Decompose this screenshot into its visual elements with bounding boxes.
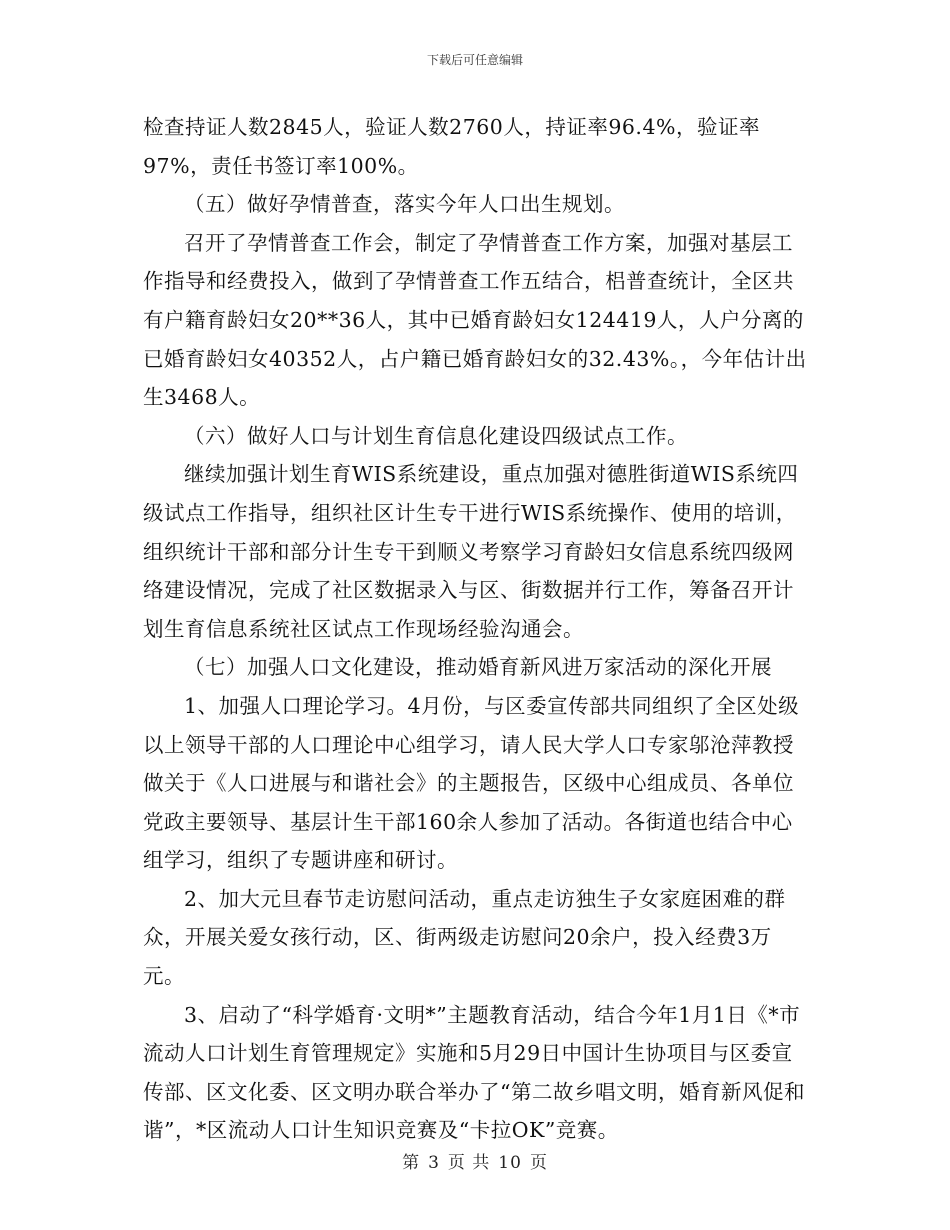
page-footer [0,1152,950,1174]
section-heading-5: （五）做好孕情普查，落实今年人口出生规划。 [184,192,625,217]
footer-middle: 页 共 [447,1153,491,1173]
paragraph-wis-system: 继续加强计划生育WIS系统建设，重点加强对德胜街道WIS系统四级试点工作指导，组织社区计生专干进行WIS系统操作、使用的培训，组织统计干部和部分计生专干到顺义考察学习育龄妇女信息系统四级网络建设情况，完成了社区数据录入与区、街数据并行工作，筹备召开计划生育信息系统社区试点工作现场经验沟通会。 [143,462,799,641]
section-heading-6: （六）做好人口与计划生育信息化建设四级试点工作。 [184,423,688,448]
footer-prefix: 第 [402,1153,421,1173]
paragraph-theory-study: 1、加强人口理论学习。4月份，与区委宣传部共同组织了全区处级以上领导干部的人口理论中心组学习，请人民大学人口专家邬沧萍教授做关于《人口进展与和谐社会》的主题报告，区级中心组成员、各单位党政主要领导、基层计生干部160余人参加了活动。各街道也结合中心组学习，组织了专题讲座和研讨。 [143,693,800,873]
footer-current-page: 3 [428,1153,440,1173]
paragraph-1: 检查持证人数2845人，验证人数2760人，持证率96.4%，验证率97%，责任书签订率100%。 [143,115,760,178]
paragraph-education-campaign: 3、启动了“科学婚育·文明*”主题教育活动，结合今年1月1日《*市流动人口计划生育管理规定》实施和5月29日中国计生协项目与区委宣传部、区文化委、区文明办联合举办了“第二故乡唱文明，婚育新风促和谐”，*区流动人口计生知识竞赛及“卡拉OK”竞赛。 [143,1002,805,1143]
section-heading-7: （七）加强人口文化建设，推动婚育新风进万家活动的深化开展 [184,655,772,680]
footer-suffix: 页 [529,1153,548,1173]
paragraph-new-year-visits: 2、加大元旦春节走访慰问活动，重点走访独生子女家庭困难的群众，开展关爱女孩行动，区、街两级走访慰问20余户，投入经费3万元。 [143,886,786,989]
page-header [0,52,950,68]
document-body [143,108,811,1150]
paragraph-pregnancy-census: 召开了孕情普查工作会，制定了孕情普查工作方案，加强对基层工作指导和经费投入，做到了孕情普查工作五结合，梠普查统计，全区共有户籍育龄妇女20**36人，其中已婚育龄妇女124419人，人户分离的已婚育龄妇女40352人，占户籍已婚育龄妇女的32.43%。，今年估计出生3468人。 [143,230,807,410]
header-text: 下载后可任意编辑 [426,53,523,67]
footer-total-pages: 10 [498,1153,522,1173]
